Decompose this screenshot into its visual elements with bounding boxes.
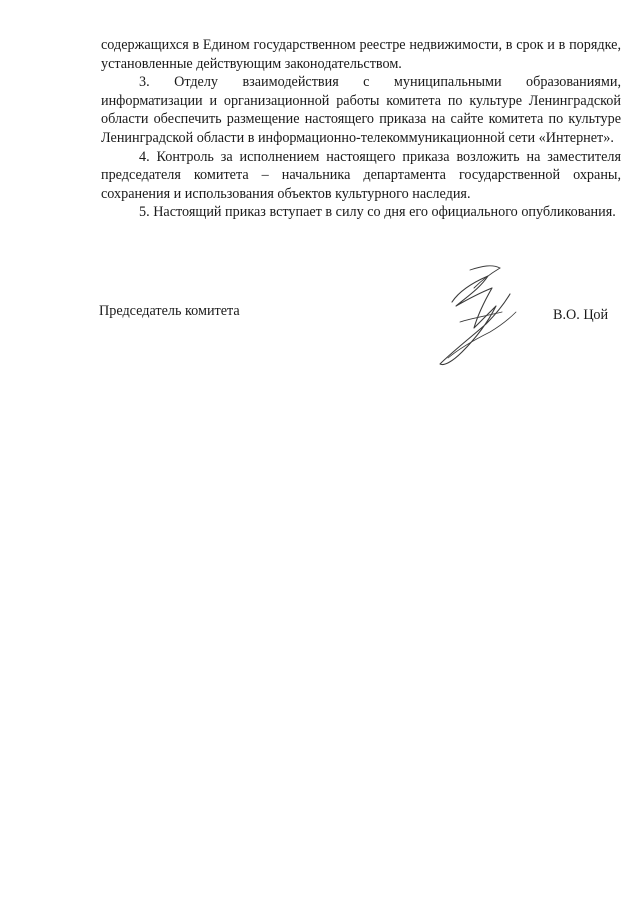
paragraph-continuation: содержащихся в Едином государственном реестре недвижимости, в срок и в порядке, установленные действующим законодательством. — [101, 37, 621, 72]
signatory-position: Председатель комитета — [99, 303, 240, 319]
signatory-name: В.О. Цой — [553, 307, 609, 323]
paragraph-4: 4. Контроль за исполнением настоящего приказа возложить на заместителя председателя комитета – начальника департамента государственной охраны, сохранения и использования объектов культурного наследия. — [101, 148, 621, 202]
document-body — [101, 36, 621, 222]
paragraph-3: 3. Отделу взаимодействия с муниципальными образованиями, информатизации и организационной работы комитета по культуре Ленинградской области обеспечить размещение настоящего приказа на сайте комитета по культуре Ленинградской области в информационно-телекоммуникационной сети «Интернет». — [101, 74, 621, 146]
paragraph-5: 5. Настоящий приказ вступает в силу со дня его официального опубликования. — [139, 204, 616, 221]
handwritten-signature — [430, 262, 525, 372]
